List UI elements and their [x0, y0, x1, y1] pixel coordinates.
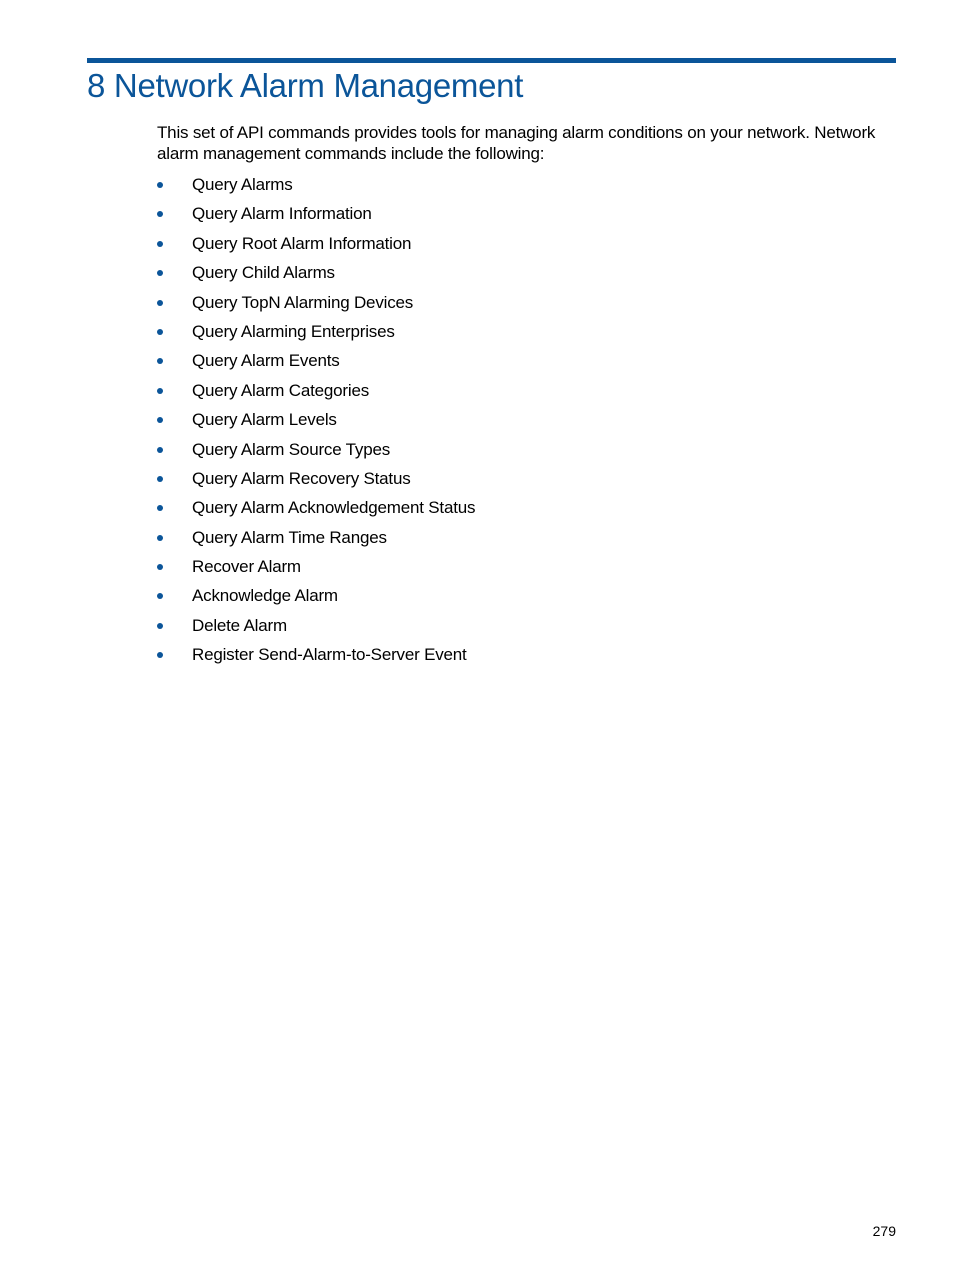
- bullet-icon: [157, 358, 163, 364]
- bullet-icon: [157, 447, 163, 453]
- list-item-label: Query Root Alarm Information: [192, 233, 412, 253]
- bullet-icon: [157, 182, 163, 188]
- bullet-icon: [157, 388, 163, 394]
- bullet-icon: [157, 329, 163, 335]
- bullet-icon: [157, 300, 163, 306]
- bullet-icon: [157, 593, 163, 599]
- list-item-label: Register Send-Alarm-to-Server Event: [192, 645, 467, 665]
- chapter-title: 8 Network Alarm Management: [87, 67, 524, 104]
- list-item-label: Query Alarm Acknowledgement Status: [192, 498, 476, 518]
- list-item-label: Query Alarm Recovery Status: [192, 468, 411, 488]
- bullet-icon: [157, 241, 163, 247]
- bullet-icon: [157, 417, 163, 423]
- list-item-label: Query Alarm Source Types: [192, 439, 391, 459]
- page-number: 279: [872, 1223, 896, 1239]
- list-item-label: Query TopN Alarming Devices: [192, 292, 414, 312]
- list-item-label: Query Alarm Time Ranges: [192, 527, 387, 547]
- bullet-icon: [157, 476, 163, 482]
- list-item-label: Query Alarming Enterprises: [192, 321, 395, 341]
- intro-paragraph: This set of API commands provides tools for managing alarm conditions on your network. Network alarm management commands include the following:: [157, 123, 876, 163]
- bullet-icon: [157, 652, 163, 658]
- list-item-label: Query Alarms: [192, 175, 293, 194]
- list-item-label: Query Alarm Events: [192, 351, 340, 371]
- chapter-title-rule: [87, 58, 896, 63]
- list-item-label: Acknowledge Alarm: [192, 586, 338, 606]
- list-item-label: Query Alarm Levels: [192, 410, 337, 430]
- bullet-icon: [157, 211, 163, 217]
- list-item-label: Query Alarm Information: [192, 204, 372, 224]
- bullet-icon: [157, 564, 163, 570]
- list-item-label: Recover Alarm: [192, 557, 301, 577]
- bullet-icon: [157, 270, 163, 276]
- bullet-icon: [157, 535, 163, 541]
- list-item-label: Delete Alarm: [192, 615, 287, 635]
- list-item-label: Query Alarm Categories: [192, 380, 370, 400]
- bullet-icon: [157, 505, 163, 511]
- list-item-label: Query Child Alarms: [192, 263, 335, 283]
- bullet-icon: [157, 623, 163, 629]
